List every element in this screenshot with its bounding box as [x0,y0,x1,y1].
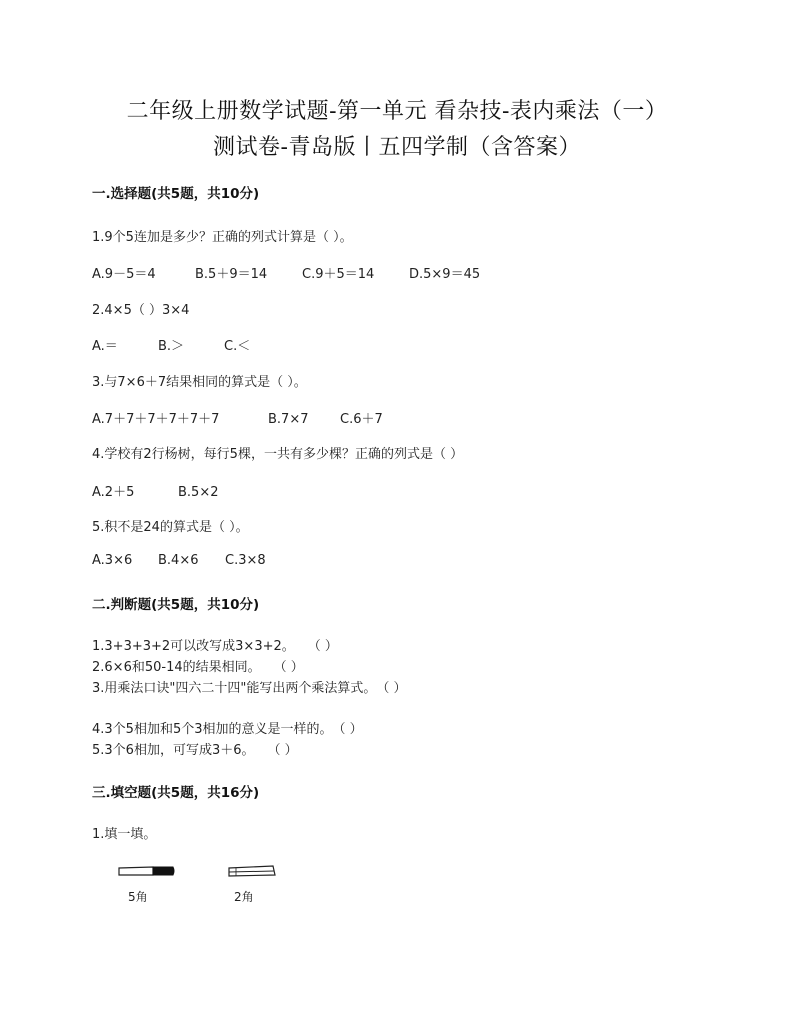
question-4-options [92,481,219,500]
option-b: B.＞ [158,339,185,354]
option-a: A.9－5＝4 [92,267,156,282]
question-2-stem: 2.4×5（ ）3×4 [92,303,190,318]
judgement-item-5: 5.3个6相加，可写成3＋6。 （ ） [92,743,298,758]
page-title-line1: 二年级上册数学试题-第一单元 看杂技-表内乘法（一） [126,99,668,124]
judgement-item-3: 3.用乘法口诀"四六二十四"能写出两个乘法算式。 （ ） [92,681,407,696]
question-3-options [92,408,383,427]
question-4-stem: 4.学校有2行杨树，每行5棵，一共有多少棵？正确的列式是（ ） [92,447,464,462]
option-a: A.2＋5 [92,485,135,500]
judgement-item-1: 1.3+3+3+2可以改写成3×3+2。 （ ） [92,639,338,654]
question-1-options [92,263,480,282]
section-heading-fill-in: 三.填空题(共5题，共16分) [92,785,260,801]
option-b: B.4×6 [158,553,199,568]
option-b: B.7×7 [268,412,309,427]
two-jiao-caption: 2角 [234,890,254,904]
five-jiao-caption: 5角 [128,890,148,904]
option-d: D.5×9＝45 [409,267,481,282]
judgement-item-4: 4.3个5相加和5个3相加的意义是一样的。 （ ） [92,722,363,737]
option-c: C.＜ [224,339,251,354]
section-heading-judgement: 二.判断题(共5题，共10分) [92,597,260,613]
question-2-options [92,335,250,354]
section-heading-choice: 一.选择题(共5题，共10分) [92,186,260,202]
two-jiao-note-icon [226,863,278,879]
option-a: A.＝ [92,339,118,354]
question-5-options [92,553,266,568]
option-a: A.7＋7＋7＋7＋7＋7 [92,412,220,427]
page-title-line2: 测试卷-青岛版丨五四学制（含答案） [213,135,581,160]
fill-question-1-stem: 1.填一填。 [92,827,157,842]
question-5-stem: 5.积不是24的算式是（ ）。 [92,520,249,535]
question-1-stem: 1.9个5连加是多少？正确的列式计算是（ ）。 [92,230,353,245]
option-b: B.5×2 [178,485,219,500]
option-b: B.5＋9＝14 [195,267,268,282]
option-a: A.3×6 [92,553,133,568]
option-c: C.9＋5＝14 [302,267,375,282]
question-3-stem: 3.与7×6＋7结果相同的算式是（ ）。 [92,375,307,390]
option-c: C.3×8 [225,553,266,568]
option-c: C.6＋7 [340,412,383,427]
five-jiao-note-icon [117,864,177,878]
judgement-item-2: 2.6×6和50-14的结果相同。 （ ） [92,660,304,675]
